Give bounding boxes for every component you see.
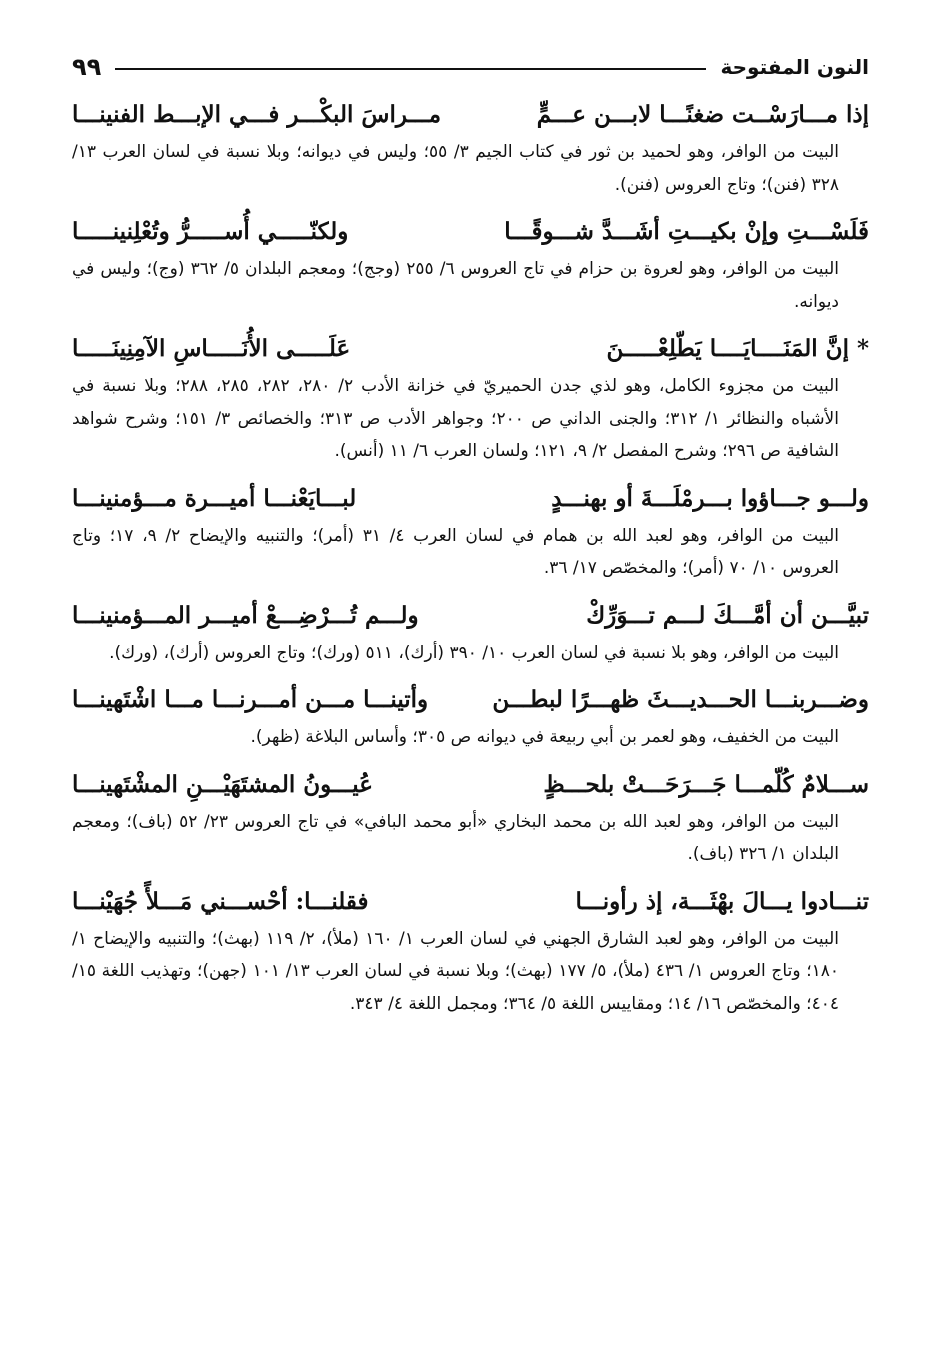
first-hemistich: فَلَسْـــتِ وإنْ بكيـــتِ أشَـــدَّ شـــوقًـــا [504,218,869,245]
verse [72,764,869,806]
verse [72,595,869,637]
verse-commentary: البيت من الخفيف، وهو لعمر بن أبي ربيعة في ديوانه ص ٣٠٥؛ وأساس البلاغة (ظهر). [250,727,839,747]
verse [72,881,869,923]
verse-commentary: البيت من الوافر، وهو لحميد بن ثور في كتاب الجيم ٣/ ٥٥؛ وليس في ديوانه؛ وبلا نسبة في لسان العرب ١٣/ ٣٢٨ (فنن)؛ وتاج العروس (فنن). [72,142,839,195]
second-hemistich: لبـــايَعْنـــا أميـــرة مـــؤمنينـــا [72,484,357,512]
verse-entry [72,94,869,201]
second-hemistich: ولكنّـــــي أُســـــرُّ وتُعْلِنينـــــا [72,218,349,245]
header-rule [115,68,706,70]
verse [72,328,869,370]
first-hemistich: ســـلامٌ كُلّمـــا جَـــرَحَـــتْ بلحـــظٍ [543,770,869,798]
verse-entry [72,328,869,468]
verse [72,94,869,136]
first-hemistich: ولـــو جـــاؤوا بـــرمْلَـــةَ أو بهنـــدٍ [551,484,869,512]
page-number: ٩٩ [72,53,102,81]
running-header [72,50,869,84]
verse-entry [72,881,869,1021]
second-hemistich: عَلَـــــى الأُنَـــــاسِ الآمِنِينَـــــا [72,335,351,362]
verse-entry [72,679,869,754]
book-page [72,50,869,1020]
chapter-title: النون المفتوحة [720,55,869,79]
second-hemistich: عُيـــونُ المشتَهَيْـــنِ المشْتَهينـــا [72,770,373,798]
first-hemistich: وضـــربنـــا الحـــديـــثَ ظهـــرًا لبطـــن [492,686,869,713]
verse [72,478,869,520]
verse-commentary: البيت من الوافر، وهو لعبد الله بن محمد البخاري «أبو محمد البافي» في تاج العروس ٢٣/ ٥٢ (باف)؛ ومعجم البلدان ١/ ٣٢٦ (باف). [72,811,839,864]
second-hemistich: مـــراسَ البكْـــر فـــي الإبـــط الفنينـــا [72,101,442,128]
verse-entry [72,478,869,585]
verse-commentary: البيت من الوافر، وهو لعبد الشارق الجهني في لسان العرب ١/ ١٦٠ (ملأ)، ٢/ ١١٩ (بهث)؛ والتنبيه والإيضاح ١/ ١٨٠؛ وتاج العروس ١/ ٤٣٦ (ملأ)، ٥/ ١٧٧ (بهث)؛ وبلا نسبة في لسان العرب ١٣/ ١٠١ (جهن)؛ وتهذيب اللغة ١٥/ ٤٠٤؛ والمخصّص ١٦/ ١٤؛ ومقاييس اللغة ٥/ ٣٦٤؛ ومجمل اللغة ٤/ ٣٤٣. [72,928,840,1014]
verse-entry [72,211,869,318]
first-hemistich: * إنَّ المَنَــــايَــــا يَطّلِعْـــــنَ [606,335,869,362]
second-hemistich: ولـــم تُـــرْضِـــعْ أميـــر المـــؤمنينـــا [72,601,419,629]
verse-commentary: البيت من مجزوء الكامل، وهو لذي جدن الحميريّ في خزانة الأدب ٢/ ٢٨٠، ٢٨٢، ٢٨٥، ٢٨٨؛ وبلا نسبة في الأشباه والنظائر ١/ ٣١٢؛ والجنى الداني ص ٢٠٠؛ وجواهر الأدب ص ٣١٣؛ والخصائص ٣/ ١٥١؛ وشرح شواهد الشافية ص ٢٩٦؛ وشرح المفصل ٢/ ٩، ١٢١؛ ولسان العرب ٦/ ١١ (أنس). [72,376,840,461]
second-hemistich: وأتينـــا مـــن أمـــرنـــا مـــا اشْتَهينـــا [72,686,429,713]
first-hemistich: تبيَّـــن أن أمَّـــكَ لـــم تـــوَرِّكْ [586,601,869,629]
verse-commentary: البيت من الوافر، وهو لعروة بن حزام في تاج العروس ٦/ ٢٥٥ (وجج)؛ ومعجم البلدان ٥/ ٣٦٢ (وج)؛ وليس في ديوانه. [72,259,839,312]
verse-entry [72,764,869,871]
verse [72,679,869,721]
verse-commentary: البيت من الوافر، وهو لعبد الله بن همام في لسان العرب ٤/ ٣١ (أمر)؛ والتنبيه والإيضاح ٢/ ٩، ١٧؛ وتاج العروس ١٠/ ٧٠ (أمر)؛ والمخصّص ١٧/ ٣٦. [72,525,840,578]
verse [72,211,869,253]
verse-entry [72,595,869,670]
first-hemistich: إذا مـــارَسْــت ضغنًـــا لابـــن عـــمٍّ [536,101,869,128]
verse-commentary: البيت من الوافر، وهو بلا نسبة في لسان العرب ١٠/ ٣٩٠ (أرك)، ٥١١ (ورك)؛ وتاج العروس (أرك)، (ورك). [109,642,839,663]
first-hemistich: تنـــادوا يـــالَ بهْثَـــة، إذ رأونـــا [575,887,869,915]
second-hemistich: فقلنـــا: أحْســـني مَـــلأً جُهَيْنـــا [72,887,369,915]
